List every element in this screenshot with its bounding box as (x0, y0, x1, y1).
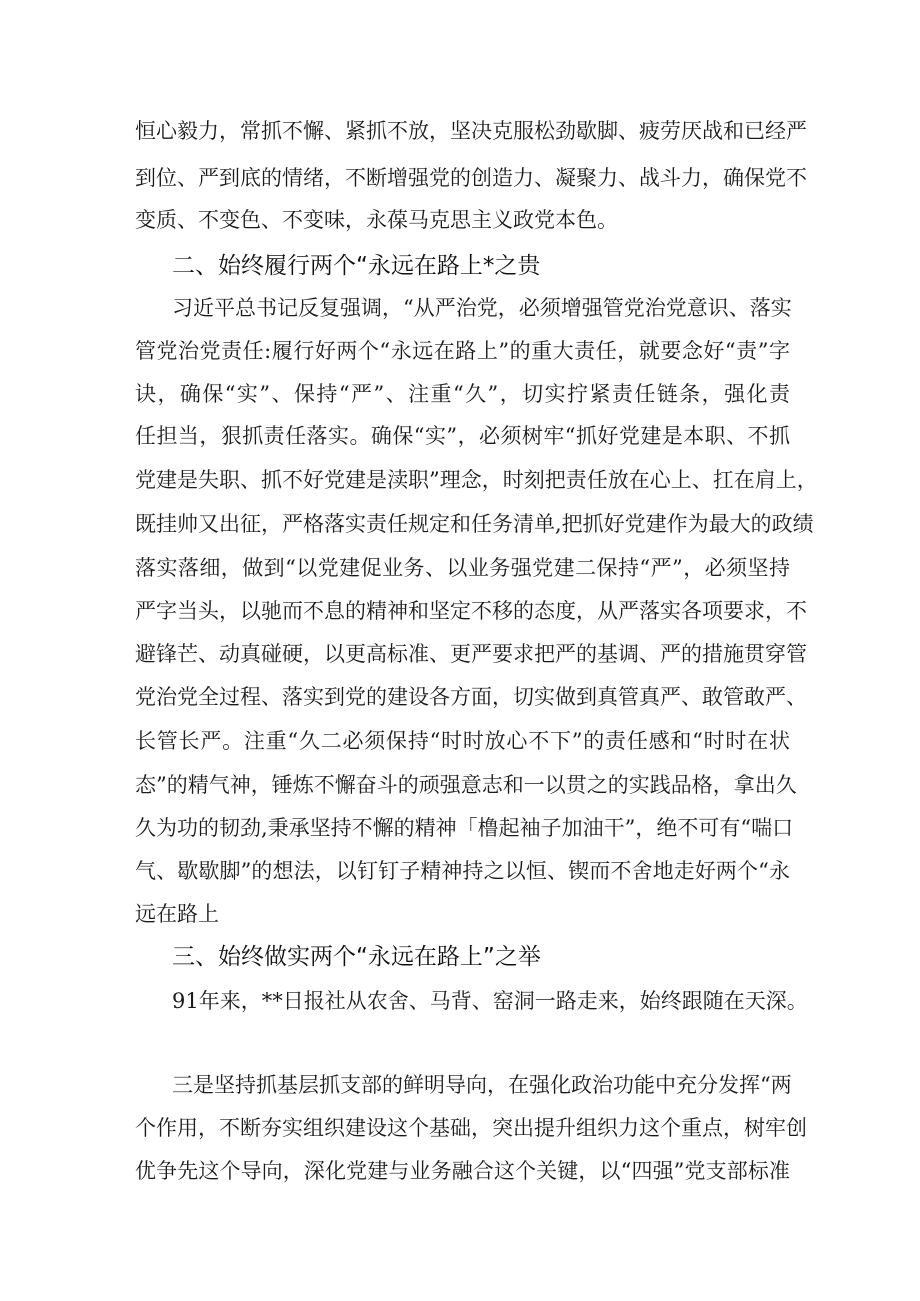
paragraph-3-line-1: 91年来，**日报社从农舍、马背、窑洞一路走来，始终跟随在天深。 (172, 989, 808, 1013)
section-heading-3: 三、始终做实两个“永远在路上”之举 (172, 944, 541, 970)
paragraph-2-line-5: 党建是失职、抓不好党建是渎职”理念，时刻把责任放在心上、扛在肩上， (135, 468, 818, 492)
paragraph-1-line-1: 恒心毅力，常抓不懈、紧抓不放，坚决克服松劲歇脚、疲劳厌战和已经严 (135, 119, 807, 143)
paragraph-4-line-2: 个作用，不断夯实组织建设这个基础，突出提升组织力这个重点，树牢创 (135, 1116, 807, 1140)
paragraph-2-line-14: 气、歇歇脚”的想法，以钉钉子精神持之以恒、锲而不舍地走好两个“永 (135, 859, 790, 883)
paragraph-1-line-2: 到位、严到底的情绪，不断增强党的创造力、凝聚力、战斗力，确保党不 (135, 166, 807, 190)
paragraph-2-line-8: 严字当头，以驰而不息的精神和坚定不移的态度，从严落实各项要求，不 (135, 599, 807, 623)
paragraph-2-line-4: 任担当，狠抓责任落实。确保“实”，必须树牢“抓好党建是本职、不抓 (135, 424, 790, 448)
section-heading-2: 二、始终履行两个“永远在路上*之贵 (172, 253, 541, 279)
paragraph-2-line-9: 避锋芒、动真碰硬，以更高标准、更严要求把严的基调、严的措施贯穿管 (135, 642, 807, 666)
paragraph-4-line-3: 优争先这个导向，深化党建与业务融合这个关键，以“四强”党支部标准 (135, 1159, 790, 1183)
paragraph-4-line-1: 三是坚持抓基层抓支部的鲜明导向，在强化政治功能中充分发挥“两 (172, 1073, 792, 1097)
paragraph-2-line-2: 管党治党责任:履行好两个“永远在路上”的重大责任，就要念好“责”字 (135, 339, 790, 363)
paragraph-2-line-10: 党治党全过程、落实到党的建设各方面，切实做到真管真严、敢管敢严、 (135, 685, 807, 709)
paragraph-2-line-13: 久为功的韧劲,秉承坚持不懈的精神「橹起袖子加油干”，绝不可有“喘口 (135, 816, 794, 840)
paragraph-2-line-15: 远在路上 (135, 902, 219, 926)
paragraph-2-line-12: 态”的精气神，锤炼不懈奋斗的顽强意志和一以贯之的实践品格，拿出久 (135, 773, 797, 797)
paragraph-2-line-3: 诀，确保“实”、保持“严”、注重“久”，切实拧紧责任链条，强化责 (135, 382, 790, 406)
paragraph-2-line-11: 长管长严。注重“久二必须保持“时时放心不下”的责任感和“时时在状 (135, 729, 790, 753)
paragraph-2-line-7: 落实落细，做到“以党建促业务、以业务强党建二保持“严”，必须坚持 (135, 556, 790, 580)
paragraph-2-line-6: 既挂帅又出征，严格落实责任规定和任务清单,把抓好党建作为最大的政绩 (135, 512, 814, 536)
paragraph-1-line-3: 变质、不变色、不变味，永葆马克思主义政党本色。 (135, 208, 618, 232)
paragraph-2-line-1: 习近平总书记反复强调，“从严治党，必须增强管党治党意识、落实 (172, 296, 792, 320)
